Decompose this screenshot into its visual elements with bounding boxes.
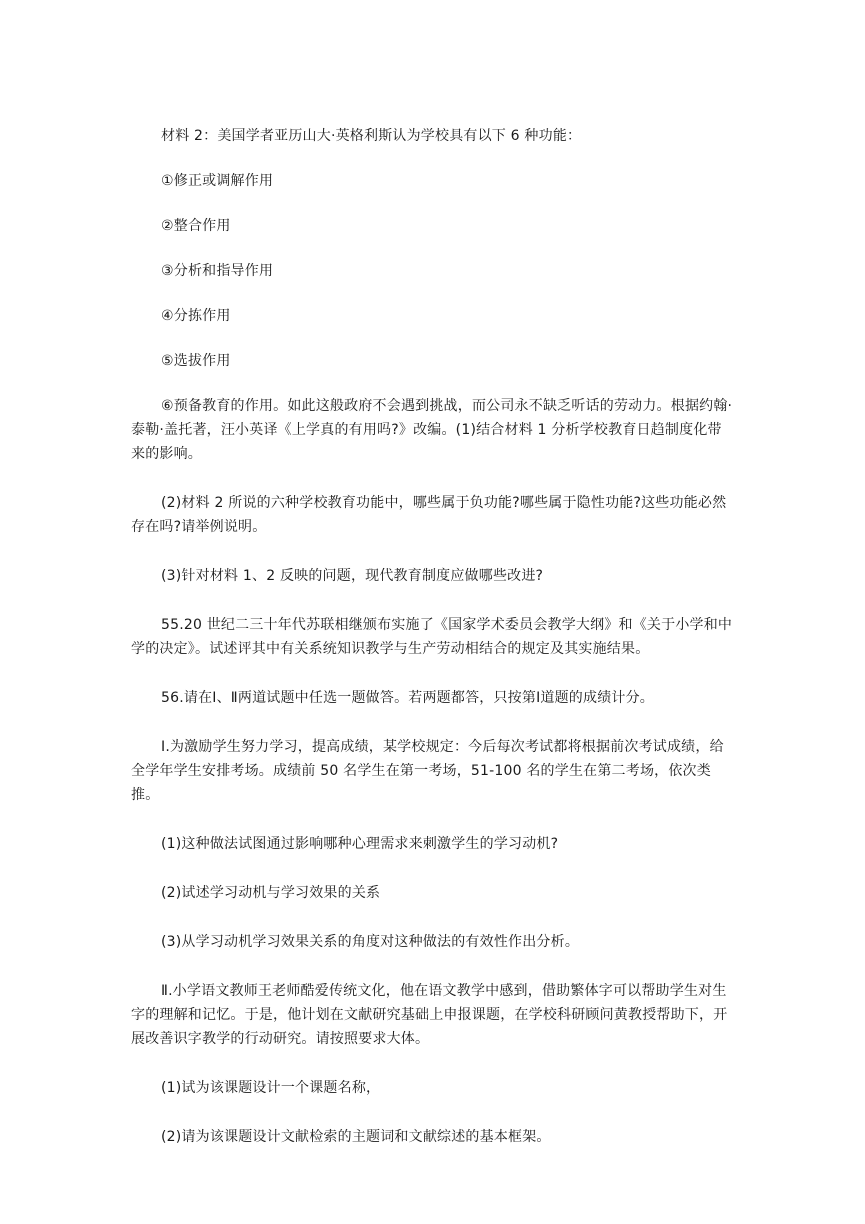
question-55: 55.20 世纪二三十年代苏联相继颁布实施了《国家学术委员会教学大纲》和《关于小学和中学的决定》。试述评其中有关系统知识教学与生产劳动相结合的规定及其实施结果。 <box>131 617 733 657</box>
option-2-question-2: (2)请为该课题设计文献检索的主题词和文献综述的基本框架。 <box>161 1129 551 1145</box>
option-2-question-1: (1)试为该课题设计一个课题名称， <box>161 1080 381 1096</box>
option-2-scenario: Ⅱ.小学语文教师王老师酷爱传统文化，他在语文教学中感到，借助繁体字可以帮助学生对生字的理解和记忆。于是，他计划在文献研究基础上申报课题，在学校科研顾问黄教授帮助下，开展改善识字教学的行动研究。请按照要求大体。 <box>131 983 728 1047</box>
function-item-4: ④分拣作用 <box>161 308 231 324</box>
function-item-6: ⑥预备教育的作用。如此这般政府不会遇到挑战，而公司永不缺乏听话的劳动力。根据约翰·泰勒·盖托著，汪小英译《上学真的有用吗?》改编。(1)结合材料 1 分析学校教育日趋制度化带来的影响。 <box>131 398 733 462</box>
question-2: (2)材料 2 所说的六种学校教育功能中，哪些属于负功能?哪些属于隐性功能?这些功能必然存在吗?请举例说明。 <box>131 495 727 535</box>
option-1-question-2: (2)试述学习动机与学习效果的关系 <box>161 885 381 901</box>
option-1-question-1: (1)这种做法试图通过影响哪种心理需求来刺激学生的学习动机? <box>161 836 559 852</box>
question-56: 56.请在Ⅰ、Ⅱ两道试题中任选一题做答。若两题都答，只按第Ⅰ道题的成绩计分。 <box>161 690 655 706</box>
function-item-1: ①修正或调解作用 <box>161 173 274 189</box>
option-1-question-3: (3)从学习动机学习效果关系的角度对这种做法的有效性作出分析。 <box>161 934 580 950</box>
option-1-scenario: Ⅰ.为激励学生努力学习，提高成绩，某学校规定：今后每次考试都将根据前次考试成绩，给全学年学生安排考场。成绩前 50 名学生在第一考场，51-100 名的学生在第二考场，依次类推。 <box>131 739 724 803</box>
material-2-intro: 材料 2：美国学者亚历山大·英格利斯认为学校具有以下 6 种功能： <box>161 128 582 144</box>
document-page <box>131 124 735 1174</box>
function-item-2: ②整合作用 <box>161 218 231 234</box>
question-3: (3)针对材料 1、2 反映的问题，现代教育制度应做哪些改进? <box>161 568 544 584</box>
function-item-3: ③分析和指导作用 <box>161 263 274 279</box>
function-item-5: ⑤选拔作用 <box>161 353 231 369</box>
